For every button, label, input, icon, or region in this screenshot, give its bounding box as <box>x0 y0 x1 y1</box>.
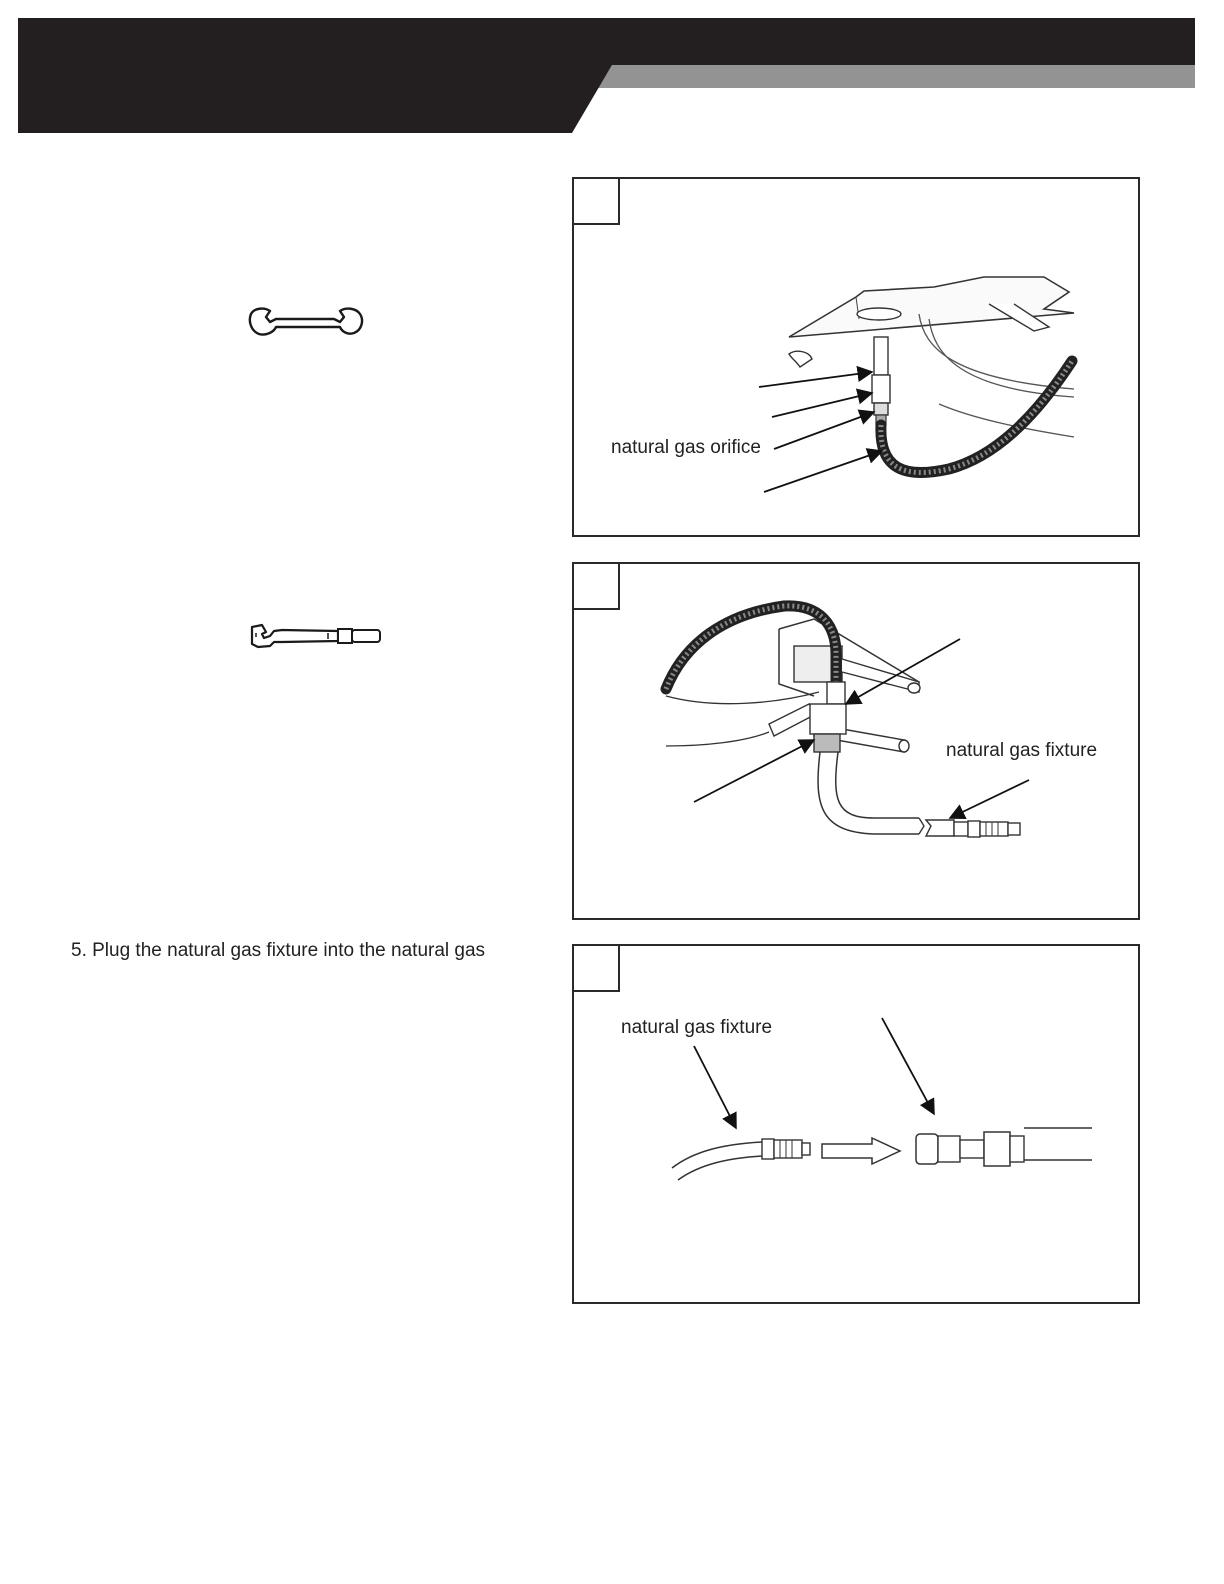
open-end-wrench-icon <box>248 306 364 338</box>
figure-1-panel <box>572 177 1140 537</box>
figure-3-fixture-label: natural gas fixture <box>621 1017 773 1038</box>
header-banner <box>0 0 1224 140</box>
figure-2-panel <box>572 562 1140 920</box>
adjustable-wrench-icon <box>248 622 384 650</box>
header-gray-stripe <box>598 65 1195 88</box>
step-5-text: 5. Plug the natural gas fixture into the natural gas <box>71 940 486 961</box>
figure-3-illustration <box>574 946 1140 1304</box>
figure-1-illustration <box>574 179 1140 537</box>
figure-1-orifice-label: natural gas orifice <box>611 437 761 458</box>
figure-3-panel <box>572 944 1140 1304</box>
figure-2-fixture-label: natural gas fixture <box>946 740 1098 761</box>
